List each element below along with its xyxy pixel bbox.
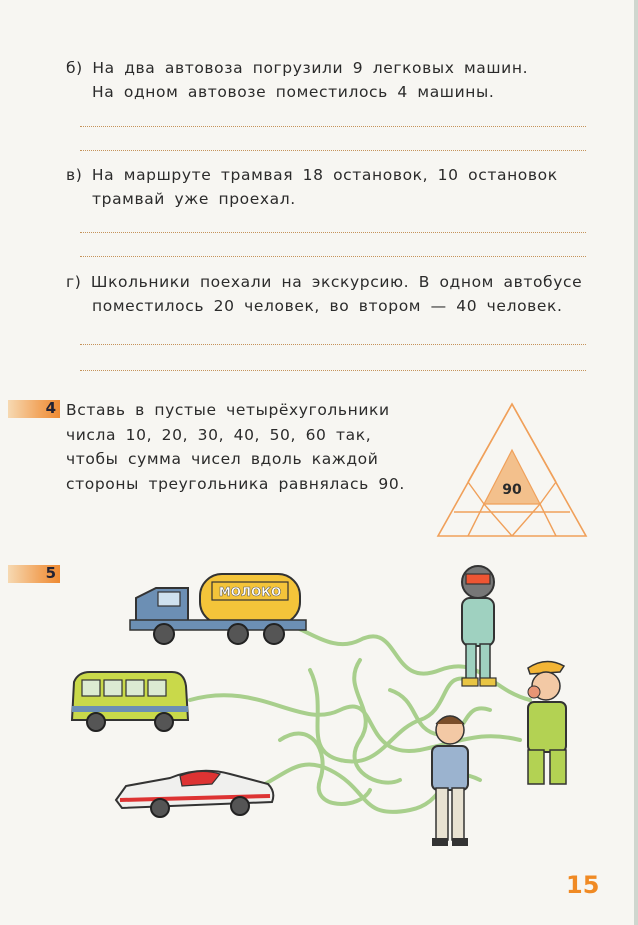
task-4-line-3: чтобы сумма чисел вдоль каждой: [66, 450, 379, 468]
task-4-line-1: Вставь в пустые четырёхугольники: [66, 401, 390, 419]
task-5-number: 5: [45, 564, 56, 582]
answer-line[interactable]: [80, 344, 586, 345]
task-g-line-2: поместилось 20 человек, во втором — 40 человек.: [92, 297, 563, 315]
center-value: 90: [502, 482, 522, 498]
answer-line[interactable]: [80, 232, 586, 233]
task-5-badge: [8, 565, 60, 583]
answer-line[interactable]: [80, 256, 586, 257]
task-4-number: 4: [45, 399, 56, 417]
answer-line[interactable]: [80, 370, 586, 371]
task-v-line-2: трамвай уже проехал.: [92, 190, 296, 208]
racer-character[interactable]: [462, 566, 496, 686]
task-v-text: [66, 163, 558, 211]
answer-line[interactable]: [80, 150, 586, 151]
task-4-text: [66, 398, 405, 496]
page-edge: [634, 0, 638, 925]
task-g-text: [66, 270, 582, 318]
worker-character[interactable]: [528, 661, 566, 784]
empty-square-bottom[interactable]: [502, 516, 522, 534]
page-number: 15: [566, 871, 600, 899]
milk-truck[interactable]: [130, 574, 306, 644]
triangle-puzzle: [432, 400, 592, 542]
task-v-line-1: в) На маршруте трамвая 18 остановок, 10 остановок: [66, 166, 558, 184]
answer-line[interactable]: [80, 126, 586, 127]
maze-illustration: [60, 560, 600, 860]
task-4-line-4: стороны треугольника равнялась 90.: [66, 474, 405, 493]
tanker-label: МОЛОКО: [218, 585, 282, 599]
race-car[interactable]: [116, 771, 273, 817]
task-b-line-1: б) На два автовоза погрузили 9 легковых машин.: [66, 59, 529, 77]
boy-character[interactable]: [432, 716, 468, 846]
empty-square-left[interactable]: [452, 456, 472, 476]
task-b-text: [66, 56, 528, 104]
task-b-line-2: На одном автовозе поместилось 4 машины.: [92, 83, 495, 101]
bus[interactable]: [72, 672, 188, 731]
task-4-badge: [8, 400, 60, 418]
task-g-line-1: г) Школьники поехали на экскурсию. В одном автобусе: [66, 273, 583, 291]
empty-square-right[interactable]: [552, 456, 572, 476]
task-4-line-2: числа 10, 20, 30, 40, 50, 60 так,: [66, 425, 372, 444]
